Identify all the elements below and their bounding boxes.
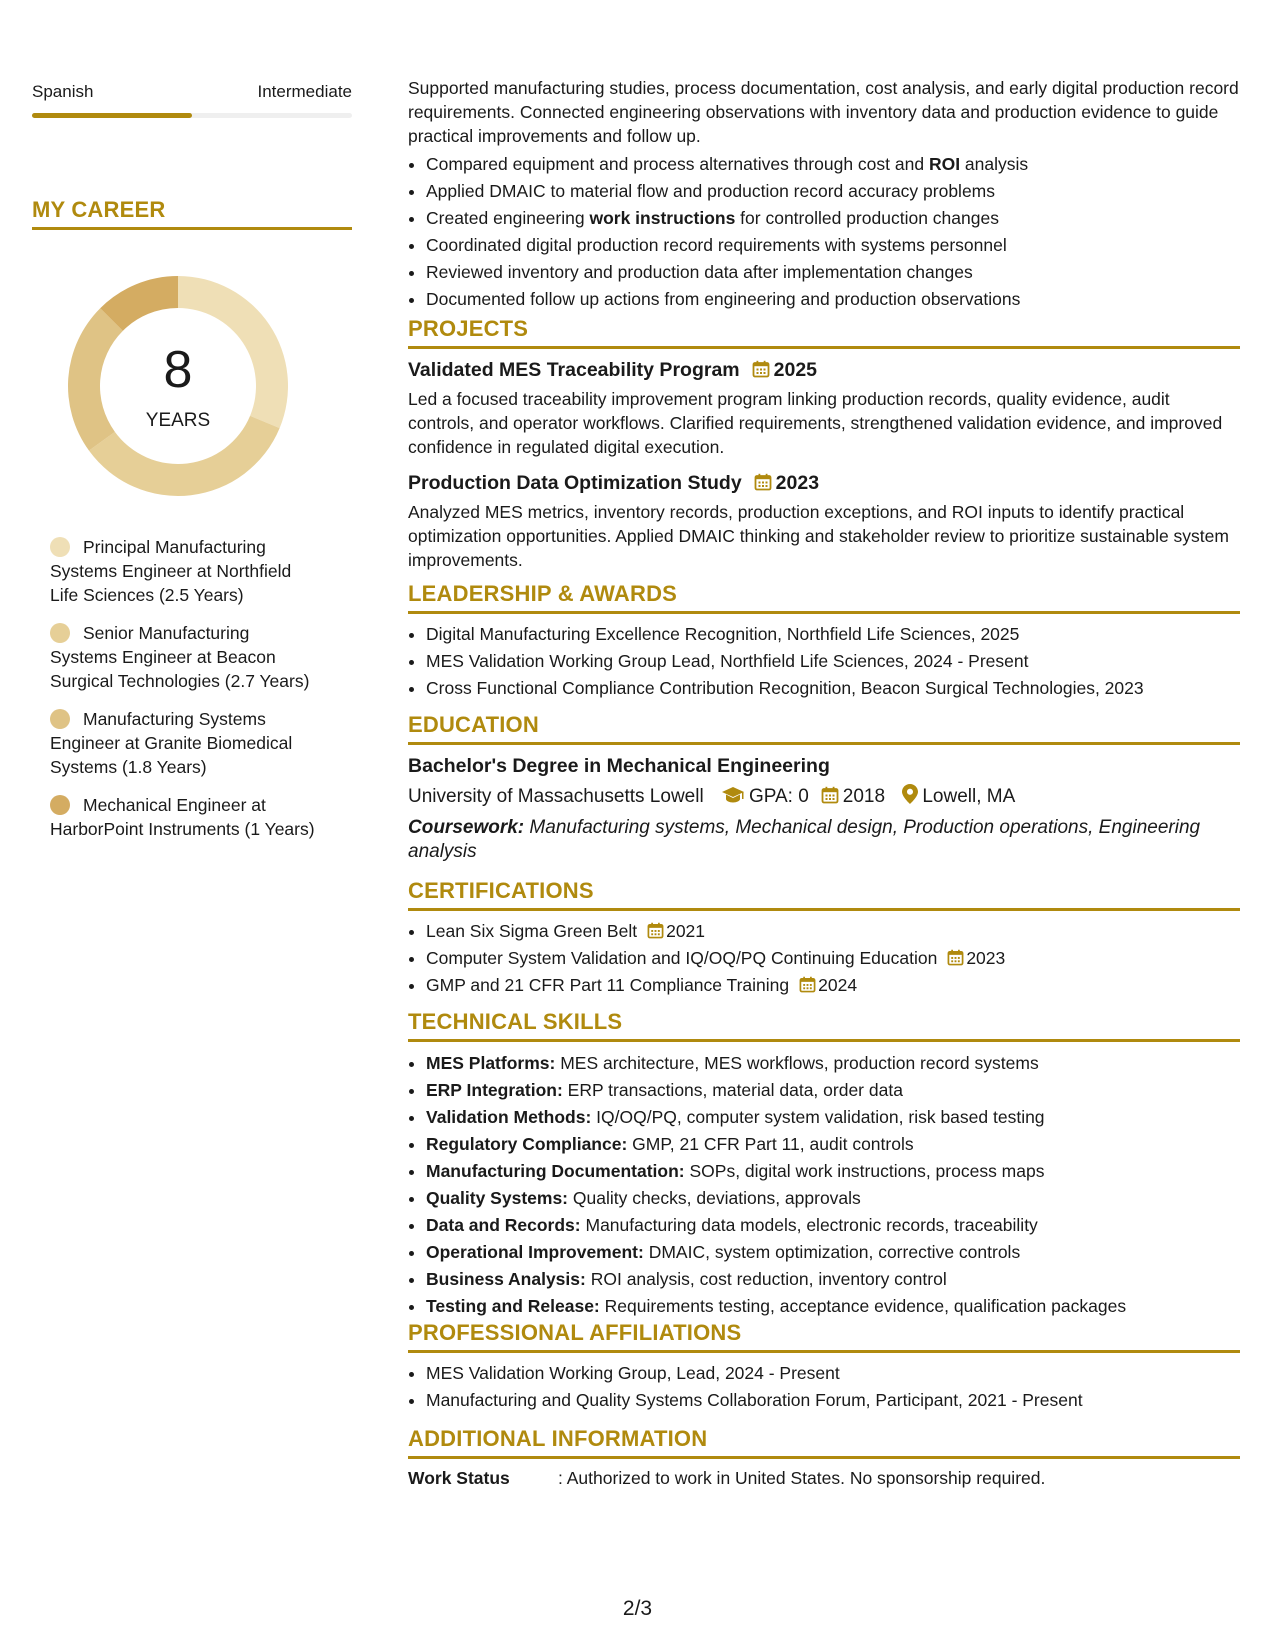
career-section-header [32,197,352,230]
certification-item: • Lean Six Sigma Green Belt 2021 [426,918,1240,945]
affiliation-item: • Manufacturing and Quality Systems Collaboration Forum, Participant, 2021 - Present [426,1387,1240,1414]
project-item [408,357,1240,459]
certification-item: • Computer System Validation and IQ/OQ/PQ Continuing Education 2023 [426,945,1240,972]
skill-item: • Quality Systems: Quality checks, deviations, approvals [426,1185,1240,1212]
leadership-list [408,621,1240,702]
experience-bullet: • Coordinated digital production record requirements with systems personnel [426,232,1240,259]
work-status-value: : Authorized to work in United States. No sponsorship required. [558,1468,1046,1488]
language-name: Spanish [32,82,94,101]
skill-item: • Manufacturing Documentation: SOPs, digital work instructions, process maps [426,1158,1240,1185]
additional-title: ADDITIONAL INFORMATION [408,1426,708,1451]
work-status-label: Work Status [408,1468,510,1488]
coursework-list: Manufacturing systems, Mechanical design, Production operations, Engineering analysis [408,817,1201,862]
project-name: Validated MES Traceability Program [408,359,740,381]
career-legend-item [50,621,320,693]
degree: Bachelor's Degree in Mechanical Engineering [408,755,830,777]
projects-title: PROJECTS [408,316,529,341]
coursework-label: Coursework: [408,817,525,838]
affiliations-list [408,1360,1240,1414]
section-rule [408,908,1240,911]
skill-item: • Validation Methods: IQ/OQ/PQ, computer system validation, risk based testing [426,1104,1240,1131]
experience-bullets [408,151,1240,313]
career-title: MY CAREER [32,197,166,222]
language-proficiency-bar [32,113,352,118]
legend-dot [50,537,70,557]
certifications-title: CERTIFICATIONS [408,878,594,903]
legend-dot [50,795,70,815]
project-description: Led a focused traceability improvement program linking production records, quality evidence, audit controls, and operator workflows. Clarified requirements, strengthened validation evidence, and improved confidence in regulated digital execution. [408,389,1223,457]
project-description: Analyzed MES metrics, inventory records, production exceptions, and ROI inputs to identify practical optimization opportunities. Applied DMAIC thinking and stakeholder review to prioritize sustainable system improvements. [408,502,1229,570]
language-row [32,82,352,104]
additional-section [408,1426,1240,1490]
section-rule [408,1350,1240,1353]
certifications-list [408,918,1240,999]
graduation-cap-icon [721,786,745,804]
skill-item: • Regulatory Compliance: GMP, 21 CFR Part 11, audit controls [426,1131,1240,1158]
education-location: Lowell, MA [922,786,1016,807]
career-donut-chart [66,274,290,498]
affiliations-section [408,1320,1240,1414]
leadership-item: • MES Validation Working Group Lead, Northfield Life Sciences, 2024 - Present [426,648,1240,675]
experience-bullet: • Applied DMAIC to material flow and production record accuracy problems [426,178,1240,205]
project-year: 2025 [773,359,818,381]
school-name: University of Massachusetts Lowell [408,786,704,807]
skills-section [408,1009,1240,1320]
calendar-icon [821,786,839,804]
certification-item: • GMP and 21 CFR Part 11 Compliance Training 2024 [426,972,1240,999]
career-legend [50,535,320,855]
calendar-icon [754,473,772,491]
career-legend-item [50,535,320,607]
education-details [408,783,1240,811]
donut-years-label: YEARS [145,410,211,431]
affiliations-title: PROFESSIONAL AFFILIATIONS [408,1320,742,1345]
calendar-icon [647,922,664,939]
gpa: GPA: 0 [748,786,809,807]
work-status-row [408,1466,1240,1490]
experience-summary: Supported manufacturing studies, process documentation, cost analysis, and early digital production record requirements. Connected engineering observations with inventory data and production evidence to guide practical improvements and follow up. [408,78,1239,146]
project-year: 2023 [775,472,820,494]
skill-item: • Operational Improvement: DMAIC, system optimization, corrective controls [426,1239,1240,1266]
location-pin-icon [902,784,918,804]
section-rule [408,346,1240,349]
affiliation-item: • MES Validation Working Group, Lead, 2024 - Present [426,1360,1240,1387]
career-legend-item [50,707,320,779]
legend-dot [50,709,70,729]
donut-total-years: 8 [163,341,193,399]
projects-section [408,316,1240,572]
education-title: EDUCATION [408,712,539,737]
career-legend-text: Senior Manufacturing Systems Engineer at Beacon Surgical Technologies (2.7 Years) [50,623,310,691]
leadership-item: • Digital Manufacturing Excellence Recognition, Northfield Life Sciences, 2025 [426,621,1240,648]
career-legend-item [50,793,320,841]
skills-list [408,1050,1240,1320]
certifications-section [408,878,1240,999]
section-rule [408,742,1240,745]
language-level: Intermediate [257,82,352,101]
skill-item: • Business Analysis: ROI analysis, cost reduction, inventory control [426,1266,1240,1293]
legend-dot [50,623,70,643]
calendar-icon [799,976,816,993]
education-section [408,712,1240,864]
skills-title: TECHNICAL SKILLS [408,1009,623,1034]
skill-item: • Data and Records: Manufacturing data models, electronic records, traceability [426,1212,1240,1239]
experience-bullet: • Compared equipment and process alternatives through cost and ROI analysis [426,151,1240,178]
skill-item: • MES Platforms: MES architecture, MES workflows, production record systems [426,1050,1240,1077]
experience-continued [408,76,1240,313]
calendar-icon [752,360,770,378]
experience-bullet: • Reviewed inventory and production data after implementation changes [426,259,1240,286]
education-year: 2018 [842,786,886,807]
section-rule [408,1039,1240,1042]
skill-item: • Testing and Release: Requirements testing, acceptance evidence, qualification packages [426,1293,1240,1320]
language-proficiency-fill [32,113,192,118]
page-number: 2/3 [622,1597,653,1620]
leadership-title: LEADERSHIP & AWARDS [408,581,678,606]
career-legend-text: Principal Manufacturing Systems Engineer at Northfield Life Sciences (2.5 Years) [50,537,292,605]
leadership-section [408,581,1240,702]
experience-bullet: • Created engineering work instructions for controlled production changes [426,205,1240,232]
section-rule [32,227,352,230]
experience-bullet: • Documented follow up actions from engineering and production observations [426,286,1240,313]
career-legend-text: Manufacturing Systems Engineer at Granite Biomedical Systems (1.8 Years) [50,709,293,777]
section-rule [408,611,1240,614]
project-item [408,470,1240,572]
leadership-item: • Cross Functional Compliance Contribution Recognition, Beacon Surgical Technologies, 2023 [426,675,1240,702]
calendar-icon [947,949,964,966]
section-rule [408,1456,1240,1459]
skill-item: • ERP Integration: ERP transactions, material data, order data [426,1077,1240,1104]
career-legend-text: Mechanical Engineer at HarborPoint Instruments (1 Years) [50,795,315,839]
project-name: Production Data Optimization Study [408,472,742,494]
coursework [408,816,1240,864]
